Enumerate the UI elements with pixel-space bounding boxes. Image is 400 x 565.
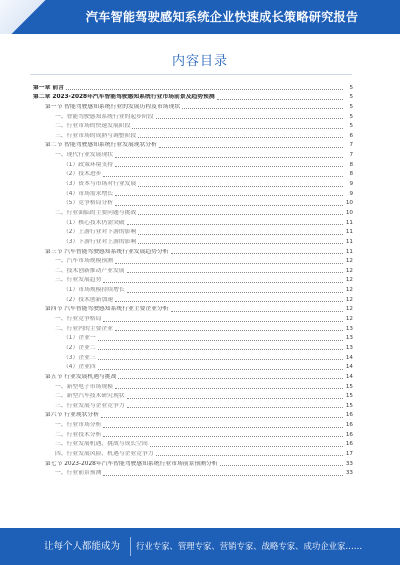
toc-entry-page: 12 — [345, 306, 353, 313]
toc-entry[interactable] — [33, 458, 353, 468]
toc-entry[interactable] — [33, 304, 353, 314]
toc-entry-label: 第一节 智能驾驶感知系统行业的发展历程及市场现状 — [45, 103, 181, 110]
toc-entry-page: 10 — [345, 209, 353, 216]
footer-divider — [130, 537, 131, 556]
toc-entry-label: （3）资本与市场对行业发展 — [63, 181, 137, 188]
toc-entry[interactable] — [33, 207, 353, 217]
toc-entry[interactable] — [33, 468, 353, 478]
toc-leader-dots — [217, 99, 343, 100]
toc-entry[interactable] — [33, 217, 353, 227]
toc-entry[interactable] — [33, 169, 353, 179]
toc-leader-dots — [220, 465, 343, 466]
toc-entry-label: 第二节 智能驾驶感知系统行业发展现状分析 — [45, 142, 157, 149]
toc-leader-dots — [103, 176, 343, 177]
table-of-contents — [33, 82, 353, 512]
toc-entry[interactable] — [33, 111, 353, 121]
toc-leader-dots — [138, 234, 343, 235]
toc-entry[interactable] — [33, 439, 353, 449]
toc-entry[interactable] — [33, 362, 353, 372]
toc-entry-label: 三、行业市场的成熟与调整阶段 — [55, 132, 137, 139]
toc-entry-label: （2）上游行业对下游的影响 — [63, 229, 137, 236]
toc-entry-label: 一、智能驾驶感知系统行业的起步阶段 — [55, 113, 154, 120]
toc-entry[interactable] — [33, 419, 353, 429]
toc-heading: 内容目录 — [171, 54, 228, 69]
toc-entry-label: 一、现代行业发展现状 — [55, 152, 113, 159]
toc-entry-label: 第二章 2023-2028年汽车智能驾驶感知系统行业市场前景及趋势预测 — [33, 94, 215, 101]
toc-entry[interactable] — [33, 246, 353, 256]
toc-entry[interactable] — [33, 130, 353, 140]
toc-entry-page: 5 — [349, 94, 353, 101]
toc-leader-dots — [115, 330, 343, 331]
toc-entry-page: 14 — [345, 373, 353, 380]
toc-entry-page: 12 — [345, 267, 353, 274]
toc-entry-label: 第一章 前言 — [33, 84, 65, 91]
toc-entry-page: 13 — [345, 344, 353, 351]
toc-leader-dots — [159, 147, 343, 148]
toc-entry[interactable] — [33, 149, 353, 159]
toc-leader-dots — [127, 224, 343, 225]
toc-entry-page: 11 — [345, 238, 353, 245]
toc-leader-dots — [101, 417, 343, 418]
toc-entry-label: 三、行业发展机遇、挑战与成长空间 — [55, 441, 148, 448]
toc-entry-label: 一、新型电子市场规模 — [55, 383, 113, 390]
toc-entry-page: 5 — [349, 103, 353, 110]
toc-entry[interactable] — [33, 140, 353, 150]
toc-entry-label: 一、行业前景预测 — [55, 470, 102, 477]
toc-entry-page: 8 — [349, 171, 353, 178]
toc-leader-dots — [127, 292, 343, 293]
toc-entry[interactable] — [33, 313, 353, 323]
footer-banner — [0, 528, 400, 565]
toc-leader-dots — [98, 359, 343, 360]
toc-entry-page: 12 — [345, 277, 353, 284]
toc-entry-label: 一、行业市场分析 — [55, 422, 102, 429]
toc-entry-label: 第七节 2023-2028年汽车智能驾驶感知系统行业市场前景预测分析 — [45, 460, 218, 467]
toc-entry-page: 33 — [345, 460, 353, 467]
toc-entry[interactable] — [33, 284, 353, 294]
toc-entry-label: （2）技术进步 — [63, 171, 102, 178]
toc-leader-dots — [103, 321, 343, 322]
toc-leader-dots — [115, 301, 343, 302]
toc-entry-page: 12 — [345, 258, 353, 265]
toc-entry[interactable] — [33, 400, 353, 410]
toc-leader-dots — [182, 108, 343, 109]
toc-entry-label: 三、行业发展趋势 — [55, 277, 102, 284]
toc-entry-label: 一、行业竞争格局 — [55, 316, 102, 323]
toc-leader-dots — [115, 195, 343, 196]
toc-entry-page: 6 — [349, 132, 353, 139]
toc-entry-page: 11 — [345, 229, 353, 236]
toc-entry[interactable] — [33, 371, 353, 381]
toc-leader-dots — [115, 166, 343, 167]
toc-entry-label: 第六节 行业现状分析 — [45, 412, 100, 419]
toc-entry[interactable] — [33, 92, 353, 102]
toc-entry-label: 一、汽车市场规模预测 — [55, 258, 113, 265]
toc-entry-page: 5 — [349, 123, 353, 130]
header-accent-shape — [0, 0, 48, 34]
toc-leader-dots — [98, 349, 343, 350]
toc-entry-page: 12 — [345, 296, 353, 303]
toc-entry-label: （4）市场需求增长 — [63, 190, 114, 197]
toc-leader-dots — [103, 282, 343, 283]
toc-entry-page: 14 — [345, 364, 353, 371]
toc-entry-page: 16 — [345, 422, 353, 429]
report-header-banner — [0, 0, 400, 34]
toc-entry[interactable] — [33, 188, 353, 198]
toc-entry-label: 四、行业发展风险、机遇与企业竞争力 — [55, 450, 154, 457]
toc-leader-dots — [115, 263, 343, 264]
toc-entry-page: 15 — [345, 383, 353, 390]
toc-entry-page: 17 — [345, 450, 353, 457]
toc-leader-dots — [171, 253, 343, 254]
toc-leader-dots — [103, 427, 343, 428]
toc-entry[interactable] — [33, 342, 353, 352]
toc-entry-page: 7 — [349, 152, 353, 159]
toc-entry-label: （1）企业一 — [63, 335, 96, 342]
toc-entry-label: 二、行业技术分析 — [55, 431, 102, 438]
toc-entry-page: 8 — [349, 161, 353, 168]
toc-entry-page: 9 — [349, 181, 353, 188]
toc-entry[interactable] — [33, 256, 353, 266]
toc-entry-label: （1）市场规模持续增长 — [63, 287, 125, 294]
toc-entry-label: 二、技术创新推动产业发展 — [55, 267, 125, 274]
footer-slogan-left: 让每个人都能成为 — [44, 541, 121, 552]
toc-leader-dots — [118, 378, 343, 379]
toc-entry-label: （5）竞争格局分析 — [63, 200, 114, 207]
toc-leader-dots — [127, 407, 343, 408]
report-title: 汽车智能驾驶感知系统企业快速成长策略研究报告 — [85, 10, 359, 24]
toc-divider — [30, 74, 352, 75]
toc-leader-dots — [115, 205, 343, 206]
toc-leader-dots — [98, 369, 343, 370]
toc-entry[interactable] — [33, 275, 353, 285]
toc-entry[interactable] — [33, 227, 353, 237]
toc-entry-label: 第五节 行业发展机遇与挑战 — [45, 373, 117, 380]
toc-entry-label: 二、行业面临的主要问题与挑战 — [55, 209, 137, 216]
toc-entry[interactable] — [33, 265, 353, 275]
toc-leader-dots — [156, 455, 343, 456]
toc-entry[interactable] — [33, 198, 353, 208]
toc-entry-label: （1）核心技术仍需突破 — [63, 219, 125, 226]
toc-entry-label: 三、行业发展与企业竞争力 — [55, 402, 125, 409]
footer-slogan-right: 行业专家、管理专家、营销专家、战略专家、成功企业家…… — [136, 541, 363, 551]
toc-entry-page: 14 — [345, 354, 353, 361]
toc-leader-dots — [156, 118, 343, 119]
toc-entry-page: 12 — [345, 316, 353, 323]
toc-entry-page: 10 — [345, 200, 353, 207]
toc-entry-page: 9 — [349, 190, 353, 197]
toc-entry-page: 16 — [345, 412, 353, 419]
toc-entry[interactable] — [33, 101, 353, 111]
toc-entry-label: （2）企业二 — [63, 344, 96, 351]
toc-entry[interactable] — [33, 323, 353, 333]
toc-leader-dots — [98, 340, 343, 341]
toc-entry-page: 11 — [345, 219, 353, 226]
toc-entry-label: （3）下游行业对上游的影响 — [63, 238, 137, 245]
toc-leader-dots — [150, 446, 343, 447]
toc-leader-dots — [132, 128, 343, 129]
toc-entry[interactable] — [33, 82, 353, 92]
toc-entry[interactable] — [33, 178, 353, 188]
toc-entry[interactable] — [33, 352, 353, 362]
toc-leader-dots — [103, 475, 343, 476]
toc-entry[interactable] — [33, 410, 353, 420]
toc-entry[interactable] — [33, 381, 353, 391]
toc-entry-label: （4）企业四 — [63, 364, 96, 371]
toc-leader-dots — [171, 311, 343, 312]
toc-entry-page: 5 — [349, 84, 353, 91]
toc-entry-label: 二、新型汽车技术研究现状 — [55, 393, 125, 400]
toc-entry-page: 16 — [345, 431, 353, 438]
toc-entry-label: 二、行业内的主要企业 — [55, 325, 113, 332]
toc-entry[interactable] — [33, 121, 353, 131]
toc-entry-page: 11 — [345, 248, 353, 255]
toc-entry-page: 15 — [345, 402, 353, 409]
toc-entry[interactable] — [33, 429, 353, 439]
toc-entry-page: 13 — [345, 325, 353, 332]
toc-entry-page: 16 — [345, 441, 353, 448]
toc-leader-dots — [138, 137, 343, 138]
toc-entry-page: 12 — [345, 287, 353, 294]
toc-leader-dots — [138, 214, 343, 215]
toc-entry[interactable] — [33, 294, 353, 304]
toc-entry[interactable] — [33, 391, 353, 401]
toc-entry-page: 5 — [349, 113, 353, 120]
toc-leader-dots — [138, 243, 343, 244]
toc-leader-dots — [115, 157, 343, 158]
toc-leader-dots — [66, 89, 343, 90]
toc-entry-page: 7 — [349, 142, 353, 149]
toc-entry-page: 13 — [345, 335, 353, 342]
toc-leader-dots — [115, 388, 343, 389]
toc-entry-page: 33 — [345, 470, 353, 477]
toc-entry-page: 15 — [345, 393, 353, 400]
toc-entry[interactable] — [33, 236, 353, 246]
toc-leader-dots — [127, 398, 343, 399]
toc-leader-dots — [138, 186, 343, 187]
toc-leader-dots — [103, 436, 343, 437]
toc-entry-label: （2）技术创新加速 — [63, 296, 114, 303]
toc-entry-label: 二、行业市场的快速发展阶段 — [55, 123, 131, 130]
toc-entry-label: （3）企业三 — [63, 354, 96, 361]
toc-entry-label: 第四节 汽车智能驾驶感知系统行业主要企业分析 — [45, 306, 169, 313]
toc-entry[interactable] — [33, 333, 353, 343]
toc-entry[interactable] — [33, 448, 353, 458]
toc-entry-label: 第三节 汽车智能驾驶感知系统行业发展趋势分析 — [45, 248, 169, 255]
toc-entry-label: （1）政策环境支持 — [63, 161, 114, 168]
toc-entry[interactable] — [33, 159, 353, 169]
toc-leader-dots — [127, 272, 343, 273]
